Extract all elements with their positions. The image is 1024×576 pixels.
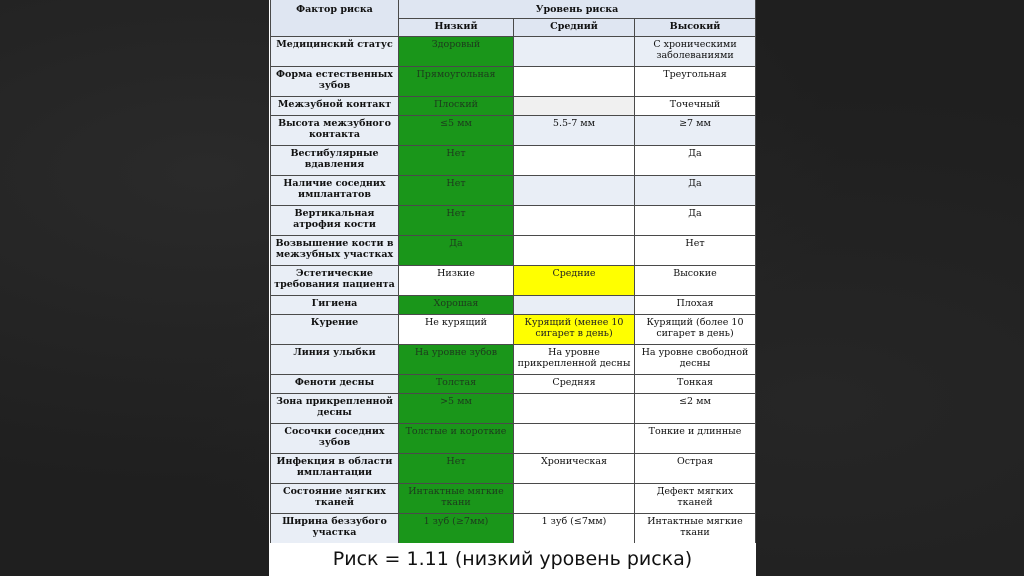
table-row (271, 375, 756, 394)
table-row (271, 97, 756, 116)
medium-risk-cell (514, 484, 635, 514)
low-risk-cell: Нет (399, 146, 514, 176)
high-risk-cell: Курящий (более 10 сигарет в день) (635, 315, 756, 345)
low-risk-cell: Нет (399, 454, 514, 484)
low-risk-cell: Нет (399, 206, 514, 236)
table-row (271, 424, 756, 454)
medium-risk-cell (514, 146, 635, 176)
medium-risk-cell (514, 176, 635, 206)
medium-risk-cell (514, 97, 635, 116)
factor-cell: Эстетические требования пациента (271, 266, 399, 296)
header-risk-factor: Фактор риска (271, 0, 399, 37)
table-row (271, 37, 756, 67)
table-row (271, 206, 756, 236)
high-risk-cell: ≥7 мм (635, 116, 756, 146)
header-high: Высокий (635, 19, 756, 37)
high-risk-cell: ≤2 мм (635, 394, 756, 424)
table-row (271, 315, 756, 345)
low-risk-cell: ≤5 мм (399, 116, 514, 146)
table-row (271, 67, 756, 97)
high-risk-cell: Дефект мягких тканей (635, 484, 756, 514)
medium-risk-cell: Курящий (менее 10 сигарет в день) (514, 315, 635, 345)
header-risk-level: Уровень риска (399, 0, 756, 19)
medium-risk-cell: Средние (514, 266, 635, 296)
factor-cell: Сосочки соседних зубов (271, 424, 399, 454)
factor-cell: Ширина беззубого участка (271, 514, 399, 544)
table-row (271, 296, 756, 315)
high-risk-cell: Интактные мягкие ткани (635, 514, 756, 544)
high-risk-cell: Точечный (635, 97, 756, 116)
table-row (271, 266, 756, 296)
risk-table (270, 0, 756, 544)
low-risk-cell: На уровне зубов (399, 345, 514, 375)
medium-risk-cell: 1 зуб (≤7мм) (514, 514, 635, 544)
medium-risk-cell (514, 296, 635, 315)
slide-sheet (269, 0, 756, 576)
medium-risk-cell: Хроническая (514, 454, 635, 484)
factor-cell: Возвышение кости в межзубных участках (271, 236, 399, 266)
low-risk-cell: 1 зуб (≥7мм) (399, 514, 514, 544)
table-row (271, 176, 756, 206)
low-risk-cell: Нет (399, 176, 514, 206)
low-risk-cell: Да (399, 236, 514, 266)
table-row (271, 484, 756, 514)
medium-risk-cell: Средняя (514, 375, 635, 394)
factor-cell: Наличие соседних имплантатов (271, 176, 399, 206)
low-risk-cell: Прямоугольная (399, 67, 514, 97)
high-risk-cell: Острая (635, 454, 756, 484)
header-low: Низкий (399, 19, 514, 37)
factor-cell: Вертикальная атрофия кости (271, 206, 399, 236)
risk-score-caption: Риск = 1.11 (низкий уровень риска) (269, 543, 756, 576)
factor-cell: Зона прикрепленной десны (271, 394, 399, 424)
header-medium: Средний (514, 19, 635, 37)
factor-cell: Состояние мягких тканей (271, 484, 399, 514)
low-risk-cell: Толстая (399, 375, 514, 394)
factor-cell: Инфекция в области имплантации (271, 454, 399, 484)
factor-cell: Курение (271, 315, 399, 345)
table-row (271, 236, 756, 266)
factor-cell: Медицинский статус (271, 37, 399, 67)
medium-risk-cell (514, 424, 635, 454)
low-risk-cell: Плоский (399, 97, 514, 116)
medium-risk-cell (514, 67, 635, 97)
table-row (271, 454, 756, 484)
high-risk-cell: Тонкие и длинные (635, 424, 756, 454)
low-risk-cell: Хорошая (399, 296, 514, 315)
high-risk-cell: Высокие (635, 266, 756, 296)
medium-risk-cell (514, 37, 635, 67)
low-risk-cell: >5 мм (399, 394, 514, 424)
low-risk-cell: Низкие (399, 266, 514, 296)
factor-cell: Высота межзубного контакта (271, 116, 399, 146)
high-risk-cell: Да (635, 146, 756, 176)
table-header (271, 0, 756, 37)
high-risk-cell: На уровне свободной десны (635, 345, 756, 375)
table-row (271, 146, 756, 176)
high-risk-cell: Да (635, 176, 756, 206)
table-row (271, 345, 756, 375)
high-risk-cell: Нет (635, 236, 756, 266)
table-body (271, 37, 756, 544)
factor-cell: Форма естественных зубов (271, 67, 399, 97)
high-risk-cell: Треугольная (635, 67, 756, 97)
factor-cell: Вестибулярные вдавления (271, 146, 399, 176)
high-risk-cell: Тонкая (635, 375, 756, 394)
low-risk-cell: Не курящий (399, 315, 514, 345)
high-risk-cell: С хроническими заболеваниями (635, 37, 756, 67)
medium-risk-cell (514, 394, 635, 424)
factor-cell: Межзубной контакт (271, 97, 399, 116)
low-risk-cell: Толстые и короткие (399, 424, 514, 454)
factor-cell: Гигиена (271, 296, 399, 315)
high-risk-cell: Да (635, 206, 756, 236)
medium-risk-cell: 5.5-7 мм (514, 116, 635, 146)
factor-cell: Линия улыбки (271, 345, 399, 375)
table-row (271, 514, 756, 544)
medium-risk-cell (514, 236, 635, 266)
low-risk-cell: Интактные мягкие ткани (399, 484, 514, 514)
table-row (271, 394, 756, 424)
factor-cell: Феноти десны (271, 375, 399, 394)
high-risk-cell: Плохая (635, 296, 756, 315)
low-risk-cell: Здоровый (399, 37, 514, 67)
medium-risk-cell (514, 206, 635, 236)
medium-risk-cell: На уровне прикрепленной десны (514, 345, 635, 375)
table-row (271, 116, 756, 146)
